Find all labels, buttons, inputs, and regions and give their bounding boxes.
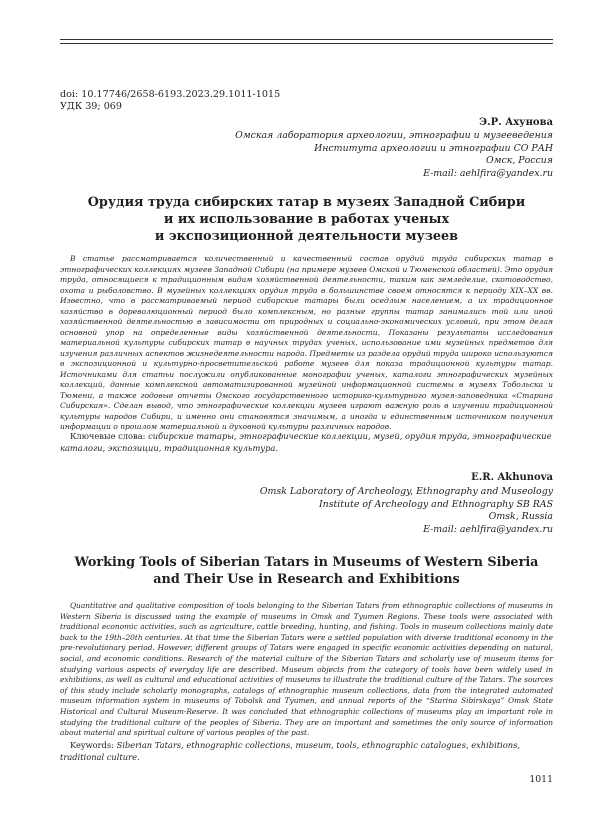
title-ru-2: и их использование в работах ученых — [163, 212, 450, 227]
doi[interactable]: doi: 10.17746/2658-6193.2023.29.1011-1015 — [60, 89, 281, 100]
keywords-en-list: Siberian Tatars, ethnographic collections, museum, tools, ethnographic catalogues, exhibitions, traditional culture. — [60, 740, 520, 762]
keywords-ru-list: сибирские татары, этнографические коллекции, музей, орудия труда, этнографические каталоги, экспозиции, традиционная культура. — [60, 431, 552, 453]
author-en: E.R. Akhunova — [471, 472, 553, 483]
title-en-1: Working Tools of Siberian Tatars in Museums of Western Siberia — [74, 555, 539, 570]
top-rule-thin — [60, 43, 553, 44]
keywords-ru — [60, 431, 553, 454]
author-ru: Э.Р. Ахунова — [479, 117, 553, 128]
affiliation-en-1: Omsk Laboratory of Archeology, Ethnography and Museology — [259, 486, 553, 497]
keywords-en — [60, 740, 553, 763]
affiliation-ru-1: Омская лаборатория археологии, этнографии и музееведения — [235, 130, 553, 141]
title-ru-3: и экспозиционной деятельности музеев — [154, 229, 459, 244]
keywords-en-label: Keywords: — [70, 740, 115, 750]
udk: УДК 39; 069 — [60, 101, 123, 112]
top-rule — [60, 39, 553, 40]
email-ru[interactable]: E-mail: aehlfira@yandex.ru — [423, 167, 553, 179]
affiliation-ru-2: Института археологии и этнографии СО РАН — [314, 142, 553, 154]
abstract-ru: В статье рассматривается количественный и качественный состав орудий труда сибирских татар в этнографических коллекциях музеев Западной Сибири (на примере музеев Омской и Тюменской областей). Это орудия труда, относящиеся к традиционным видам хозяйственной деятельности, таким как земледелие, скотоводство, охота и рыболовство. В музейных коллекциях орудия труда в большинстве своем относятся к периоду XIX–XX вв. Известно, что в рассматриваемый период сибирские татары были оседлым населением, а их традиционное хозяйство в дореволюционный период было комплексным, но разные группы татар занимались той или иной хозяйственной деятельностью в зависимости от природных и социально-экономических условий, при этом делая основной упор на определенные виды хозяйственной деятельности. Показаны результаты исследования материальной культуры сибирских татар в научных трудах ученых, использование ими музейных предметов для изучения различных аспектов жизнедеятельности народа. Предметы из раздела орудий труда широко используются в экспозиционной и культурно-просветительской работе музеев для показа традиционной культуры татар. Источниками для статьи послужили опубликованные монографии ученых, каталоги этнографических музейных коллекций, данные комплексной автоматизированной музейной информационной системы в музеях Тобольска и Тюмени, а также годовые отчеты Омского государственного историко-культурного музея-заповедника «Старина Сибирская». Сделан вывод, что этнографические коллекции музеев играют важную роль в изучении традиционной культуры народов Сибири, и именно они становятся значимым, а иногда и единственным источником получения информации о прошлом материальной и духовной культуры различных народов. — [60, 254, 553, 431]
affiliation-en-2: Institute of Archeology and Ethnography SB RAS — [318, 498, 553, 510]
keywords-ru-label: Ключевые слова: — [70, 431, 146, 441]
abstract-en: Quantitative and qualitative composition of tools belonging to the Siberian Tatars from ethnographic collections of museums in Western Siberia is discussed using the example of museums in Omsk and Tyumen Regions. These tools were associated with traditional economic activities, such as agriculture, cattle breeding, hunting, and fishing. Tools in museum collections mainly date back to the 19th–20th centuries. At that time the Siberian Tatars were a settled population with diverse traditional economy in the pre-revolutionary period. However, different groups of Tatars were engaged in specific economic activities depending on natural, social, and economic conditions. Research of the material culture of the Siberian Tatars and scholarly use of museum items for studying various aspects of everyday life are described. Museum objects from the category of tools have been widely used in exhibitions, as well as cultural and educational activities of museums to illustrate the traditional culture of the Tatars. The sources of this study include scholarly monographs, catalogs of ethnographic museum collections, data from the integrated automated museum information system in museums of Tobolsk and Tyumen, and annual reports of the “Starina Sibirskaya” Omsk State Historical and Cultural Museum-Reserve. It was concluded that ethnographic collections of museums play an important role in studying the traditional culture of the peoples of Siberia. They are an important and sometimes the only source of information about material and spiritual culture of various peoples of the past. — [60, 601, 553, 738]
affiliation-ru-3: Омск, Россия — [486, 155, 553, 166]
affiliation-en-3: Omsk, Russia — [488, 511, 553, 522]
title-en-2: and Their Use in Research and Exhibitions — [153, 572, 460, 587]
email-en[interactable]: E-mail: aehlfira@yandex.ru — [423, 523, 553, 535]
page-number: 1011 — [529, 774, 553, 785]
title-ru-1: Орудия труда сибирских татар в музеях Западной Сибири — [87, 195, 526, 210]
